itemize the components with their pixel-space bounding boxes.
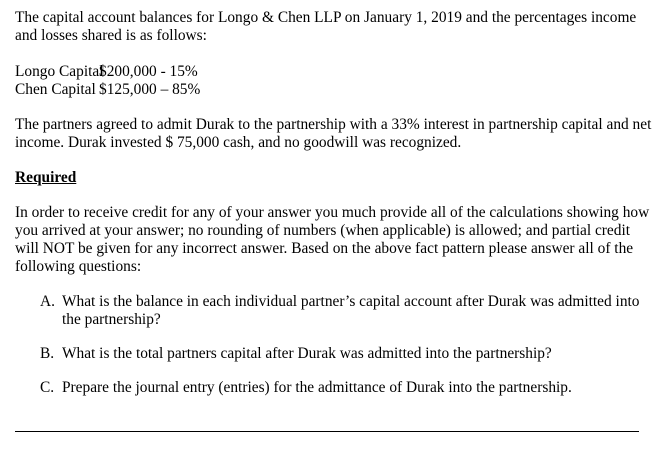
capital-name: Longo Capital bbox=[15, 63, 104, 80]
instructions-paragraph: In order to receive credit for any of your answer you much provide all of the calculations showing how you arrived at your answer; no rounding of numbers (when applicable) is allowed; and partial credit will NOT be given for any incorrect answer. Based on the above fact pattern please answer all of the following questions: bbox=[15, 204, 650, 275]
question-text: Prepare the journal entry (entries) for the admittance of Durak into the partnership. bbox=[62, 379, 572, 396]
question-text: What is the balance in each individual partner’s capital account after Durak was admitted into the partnership? bbox=[62, 293, 640, 328]
capital-balances bbox=[15, 63, 655, 99]
required-heading: Required bbox=[15, 169, 77, 186]
question-list bbox=[15, 293, 655, 397]
question-c bbox=[15, 379, 655, 397]
question-letter: C. bbox=[40, 379, 55, 396]
question-text: What is the total partners capital after Durak was admitted into the partnership? bbox=[62, 345, 552, 362]
question-letter: A. bbox=[40, 293, 55, 310]
capital-detail: $200,000 - 15% bbox=[99, 63, 198, 80]
document-body bbox=[15, 9, 655, 413]
admission-paragraph: The partners agreed to admit Durak to the partnership with a 33% interest in partnership capital and net income. Durak invested $ 75,000 cash, and no goodwill was recognized. bbox=[15, 116, 652, 151]
capital-line-chen bbox=[15, 81, 655, 99]
capital-name: Chen Capital bbox=[15, 81, 96, 98]
capital-detail: $125,000 – 85% bbox=[99, 81, 201, 98]
intro-paragraph: The capital account balances for Longo & Chen LLP on January 1, 2019 and the percentages income and losses shared is as follows: bbox=[15, 9, 637, 44]
question-letter: B. bbox=[40, 345, 55, 362]
question-a bbox=[15, 293, 655, 329]
capital-line-longo bbox=[15, 63, 655, 81]
question-b bbox=[15, 345, 655, 363]
bottom-divider bbox=[15, 431, 639, 432]
